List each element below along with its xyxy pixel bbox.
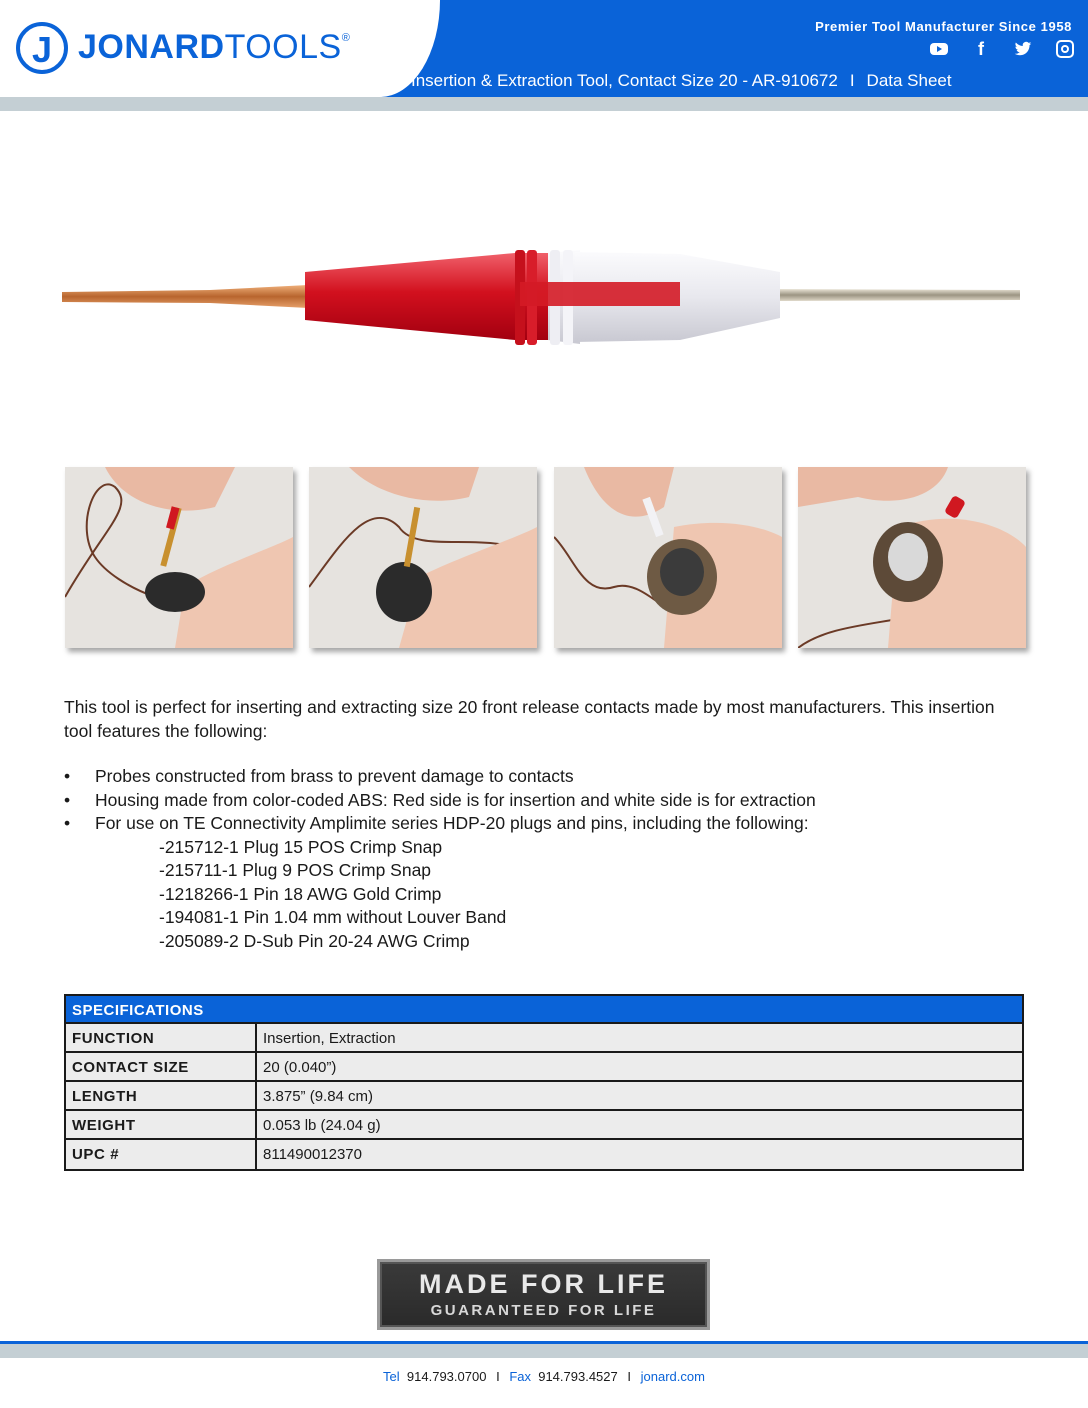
usage-photo-3 xyxy=(554,467,782,648)
feature-item: • Probes constructed from brass to prevent damage to contacts xyxy=(64,765,1024,789)
page-header xyxy=(0,0,1088,97)
product-image-tool xyxy=(60,240,1024,350)
spec-label: LENGTH xyxy=(66,1082,257,1109)
spec-row-contact-size xyxy=(66,1053,1022,1082)
spec-row-upc xyxy=(66,1140,1022,1169)
usage-photo-2 xyxy=(309,467,537,648)
feature-item: • For use on TE Connectivity Amplimite series HDP-20 plugs and pins, including the following: -215712-1 Plug 15 POS Crimp Snap -215711-1 Plug 9 POS Crimp Snap -1218266-1 Pin 18 AWG Gold Crimp -194081-1 Pin 1.04 mm without Louver Band -205089-2 D-Sub Pin 20-24 AWG Crimp xyxy=(64,812,1024,953)
specifications-heading: SPECIFICATIONS xyxy=(66,996,1022,1024)
social-links xyxy=(930,40,1074,58)
feature-item: • Housing made from color-coded ABS: Red side is for insertion and white side is for extraction xyxy=(64,789,1024,813)
instagram-icon[interactable] xyxy=(1056,40,1074,58)
fax-number: 914.793.4527 xyxy=(538,1369,618,1384)
facebook-icon[interactable]: f xyxy=(978,39,984,59)
spec-label: FUNCTION xyxy=(66,1024,257,1051)
part-item: -1218266-1 Pin 18 AWG Gold Crimp xyxy=(159,883,442,904)
brand-wordmark: JONARDTOOLS® xyxy=(78,28,351,66)
part-item: -215711-1 Plug 9 POS Crimp Snap xyxy=(159,860,432,880)
usage-photo-1 xyxy=(65,467,293,648)
spec-value: 3.875” (9.84 cm) xyxy=(263,1088,374,1105)
spec-label: CONTACT SIZE xyxy=(66,1053,257,1080)
specifications-table xyxy=(64,994,1024,1171)
spec-row-weight xyxy=(66,1111,1022,1140)
footer-contact: Tel 914.793.0700 I Fax 914.793.4527 I jonard.com xyxy=(383,1369,705,1384)
footer-divider-band xyxy=(0,1344,1088,1358)
part-item: -205089-2 D-Sub Pin 20-24 AWG Crimp xyxy=(159,930,470,951)
part-item: -215712-1 Plug 15 POS Crimp Snap xyxy=(159,836,443,857)
jonard-logo-icon: J xyxy=(16,22,68,74)
spec-row-length xyxy=(66,1082,1022,1111)
spec-value: 0.053 lb (24.04 g) xyxy=(263,1117,381,1134)
part-item: -194081-1 Pin 1.04 mm without Louver Band xyxy=(159,907,507,927)
youtube-icon[interactable] xyxy=(930,43,948,55)
feature-list xyxy=(64,765,1024,953)
spec-value: 20 (0.040”) xyxy=(263,1059,337,1076)
header-divider-band xyxy=(0,97,1088,111)
document-title: Insertion & Extraction Tool, Contact Size 20 - AR-910672 I Data Sheet xyxy=(411,71,952,90)
usage-photo-4 xyxy=(798,467,1026,648)
spec-label: UPC # xyxy=(66,1140,257,1169)
brand-tagline: Premier Tool Manufacturer Since 1958 xyxy=(815,19,1072,34)
spec-row-function xyxy=(66,1024,1022,1053)
compatible-parts-list xyxy=(95,836,1024,954)
logo-panel xyxy=(0,0,440,97)
website-link[interactable]: jonard.com xyxy=(640,1369,705,1384)
twitter-icon[interactable] xyxy=(1014,40,1032,58)
made-for-life-badge: MADE FOR LIFE GUARANTEED FOR LIFE xyxy=(377,1259,710,1330)
phone-number[interactable]: 914.793.0700 xyxy=(406,1369,487,1384)
spec-label: WEIGHT xyxy=(66,1111,257,1138)
spec-value: 811490012370 xyxy=(263,1146,362,1163)
spec-value: Insertion, Extraction xyxy=(263,1030,396,1047)
product-description: This tool is perfect for inserting and extracting size 20 front release contacts made by most manufacturers. This insertion tool features the following: xyxy=(64,697,995,741)
